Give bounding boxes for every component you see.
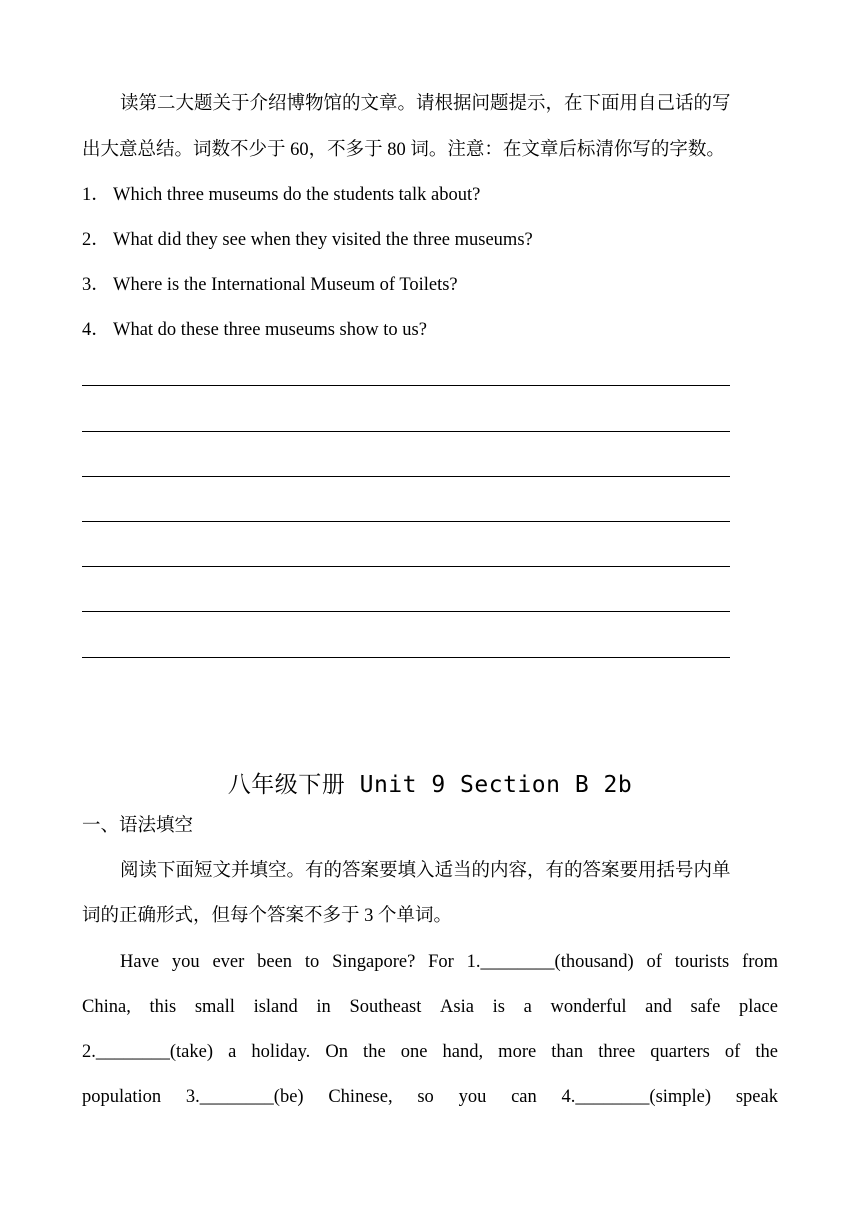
passage-word: 4.________(simple) bbox=[561, 1087, 712, 1107]
passage-word: 3.________(be) bbox=[185, 1087, 304, 1107]
passage-word: Asia bbox=[440, 997, 474, 1017]
question-text: Which three museums do the students talk about? bbox=[113, 185, 481, 205]
question-2 bbox=[82, 231, 778, 250]
passage-word: place bbox=[738, 997, 778, 1017]
passage-word: wonderful bbox=[550, 997, 627, 1017]
question-text: What did they see when they visited the three museums? bbox=[113, 230, 533, 250]
question-number: 3． bbox=[82, 275, 110, 295]
passage-word: China, bbox=[82, 997, 131, 1017]
question-3 bbox=[82, 276, 778, 295]
question-number: 2． bbox=[82, 230, 110, 250]
passage-line-1: Have you ever been to Singapore? For 1.________(thousand) of tourists from bbox=[120, 952, 778, 972]
passage-word: so bbox=[417, 1087, 434, 1107]
question-number: 4． bbox=[82, 320, 110, 340]
answer-line[interactable] bbox=[82, 611, 730, 612]
passage-word: speak bbox=[735, 1087, 778, 1107]
answer-line[interactable] bbox=[82, 431, 730, 432]
answer-line[interactable] bbox=[82, 566, 730, 567]
passage-word: population bbox=[82, 1087, 162, 1107]
part-heading: 一、语法填空 bbox=[82, 816, 194, 836]
passage-line-3: 2.________(take) a holiday. On the one hand, more than three quarters of the bbox=[82, 1042, 778, 1062]
passage-word: safe bbox=[690, 997, 721, 1017]
section-title: 八年级下册 Unit 9 Section B 2b bbox=[227, 772, 633, 798]
passage-word: island bbox=[253, 997, 298, 1017]
passage-word: and bbox=[645, 997, 672, 1017]
passage-line-2 bbox=[82, 998, 778, 1017]
passage-word: this bbox=[149, 997, 177, 1017]
question-number: 1． bbox=[82, 185, 110, 205]
answer-line[interactable] bbox=[82, 521, 730, 522]
question-text: Where is the International Museum of Toilets? bbox=[113, 275, 458, 295]
passage-word: a bbox=[523, 997, 532, 1017]
passage-word: small bbox=[194, 997, 235, 1017]
directions-line-1: 阅读下面短文并填空。有的答案要填入适当的内容，有的答案要用括号内单 bbox=[120, 861, 731, 881]
question-4 bbox=[82, 321, 778, 340]
passage-line-4 bbox=[82, 1088, 778, 1107]
passage-word: in bbox=[316, 997, 331, 1017]
question-1 bbox=[82, 186, 778, 205]
passage-word: is bbox=[492, 997, 505, 1017]
question-text: What do these three museums show to us? bbox=[113, 320, 427, 340]
passage-word: can bbox=[511, 1087, 537, 1107]
passage-word: Southeast bbox=[349, 997, 422, 1017]
answer-line[interactable] bbox=[82, 657, 730, 658]
instruction-line-2: 出大意总结。词数不少于 60，不多于 80 词。注意：在文章后标清你写的字数。 bbox=[82, 140, 725, 160]
answer-line[interactable] bbox=[82, 476, 730, 477]
directions-line-2: 词的正确形式，但每个答案不多于 3 个单词。 bbox=[82, 906, 453, 926]
answer-line[interactable] bbox=[82, 385, 730, 386]
passage-word: Chinese, bbox=[328, 1087, 393, 1107]
instruction-line-1: 读第二大题关于介绍博物馆的文章。请根据问题提示，在下面用自己话的写 bbox=[120, 94, 731, 114]
passage-word: you bbox=[458, 1087, 487, 1107]
